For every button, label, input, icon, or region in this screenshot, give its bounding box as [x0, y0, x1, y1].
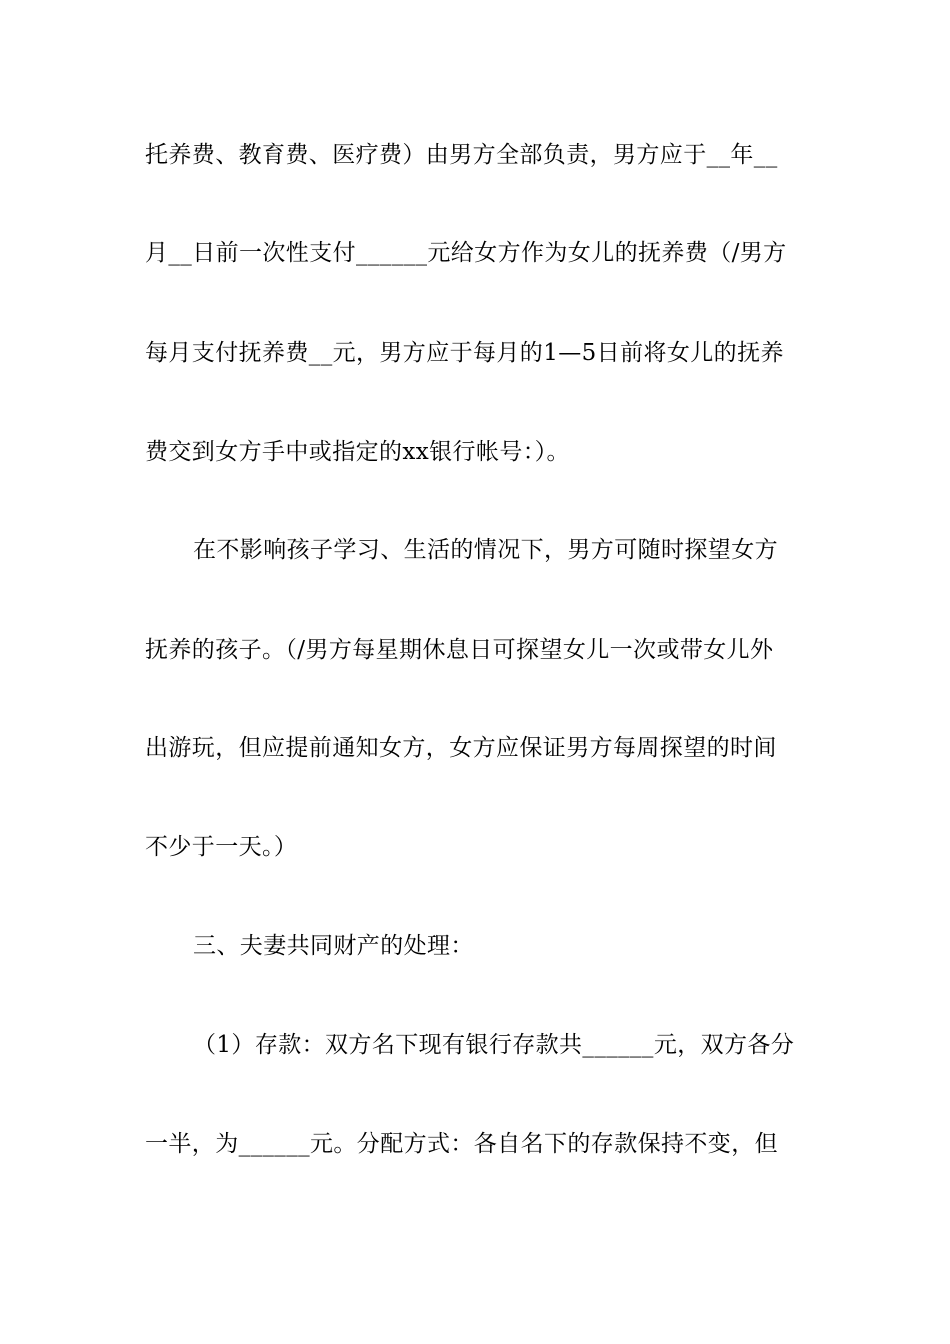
text-line: 抚养的孩子。（/男方每星期休息日可探望女儿一次或带女儿外	[145, 637, 774, 663]
text-line: 费交到女方手中或指定的xx银行帐号：）。	[145, 439, 570, 465]
text-line: 托养费、教育费、医疗费）由男方全部负责，男方应于__年__	[145, 142, 778, 168]
section-heading: 三、夫妻共同财产的处理：	[193, 933, 474, 959]
paragraph-start-line: （1）存款：双方名下现有银行存款共______元，双方各分	[193, 1032, 795, 1058]
text-line: 月__日前一次性支付______元给女方作为女儿的抚养费（/男方	[145, 240, 787, 266]
text-line: 不少于一天。）	[145, 834, 298, 860]
text-line: 一半，为______元。分配方式：各自名下的存款保持不变，但	[145, 1131, 778, 1157]
text-line: 每月支付抚养费__元，男方应于每月的1—5日前将女儿的抚养	[145, 340, 784, 366]
text-line: 出游玩，但应提前通知女方，女方应保证男方每周探望的时间	[145, 735, 777, 761]
paragraph-start-line: 在不影响孩子学习、生活的情况下，男方可随时探望女方	[193, 537, 778, 563]
